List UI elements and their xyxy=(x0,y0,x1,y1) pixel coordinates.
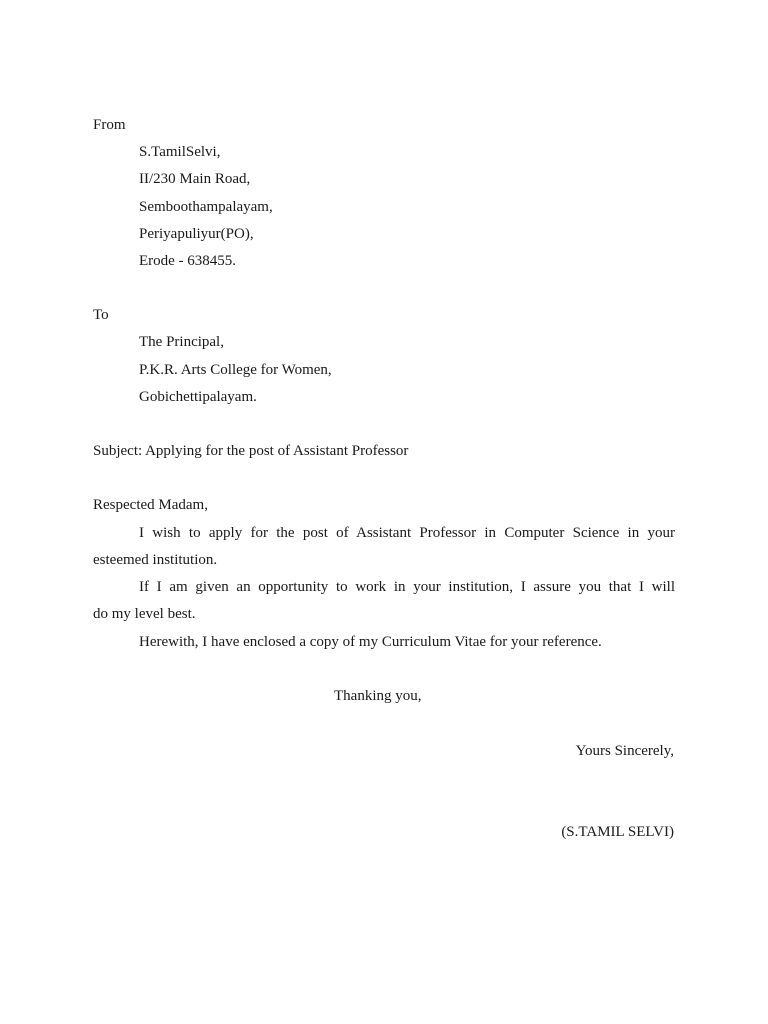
body-paragraph-1-line-1: I wish to apply for the post of Assistant Professor in Computer Science in your xyxy=(139,525,675,541)
subject-line: Subject: Applying for the post of Assistant Professor xyxy=(93,443,409,459)
salutation: Respected Madam, xyxy=(93,497,208,513)
body-paragraph-2-line-1: If I am given an opportunity to work in your institution, I assure you that I will xyxy=(139,579,675,595)
body-paragraph-1-line-2: esteemed institution. xyxy=(93,552,218,568)
to-line: The Principal, xyxy=(139,334,224,350)
to-line: P.K.R. Arts College for Women, xyxy=(139,362,332,378)
to-label: To xyxy=(93,307,109,323)
closing-text: Yours Sincerely, xyxy=(575,743,674,759)
body-paragraph-3: Herewith, I have enclosed a copy of my Curriculum Vitae for your reference. xyxy=(139,634,602,650)
thanking-text: Thanking you, xyxy=(334,688,422,704)
from-line: S.TamilSelvi, xyxy=(139,144,221,160)
body-paragraph-2-line-2: do my level best. xyxy=(93,606,196,622)
from-label: From xyxy=(93,117,126,133)
from-line: Erode - 638455. xyxy=(139,253,237,269)
signature-name: (S.TAMIL SELVI) xyxy=(561,824,674,840)
from-line: Periyapuliyur(PO), xyxy=(139,226,254,242)
from-line: II/230 Main Road, xyxy=(139,171,251,187)
from-line: Semboothampalayam, xyxy=(139,199,273,215)
to-line: Gobichettipalayam. xyxy=(139,389,257,405)
